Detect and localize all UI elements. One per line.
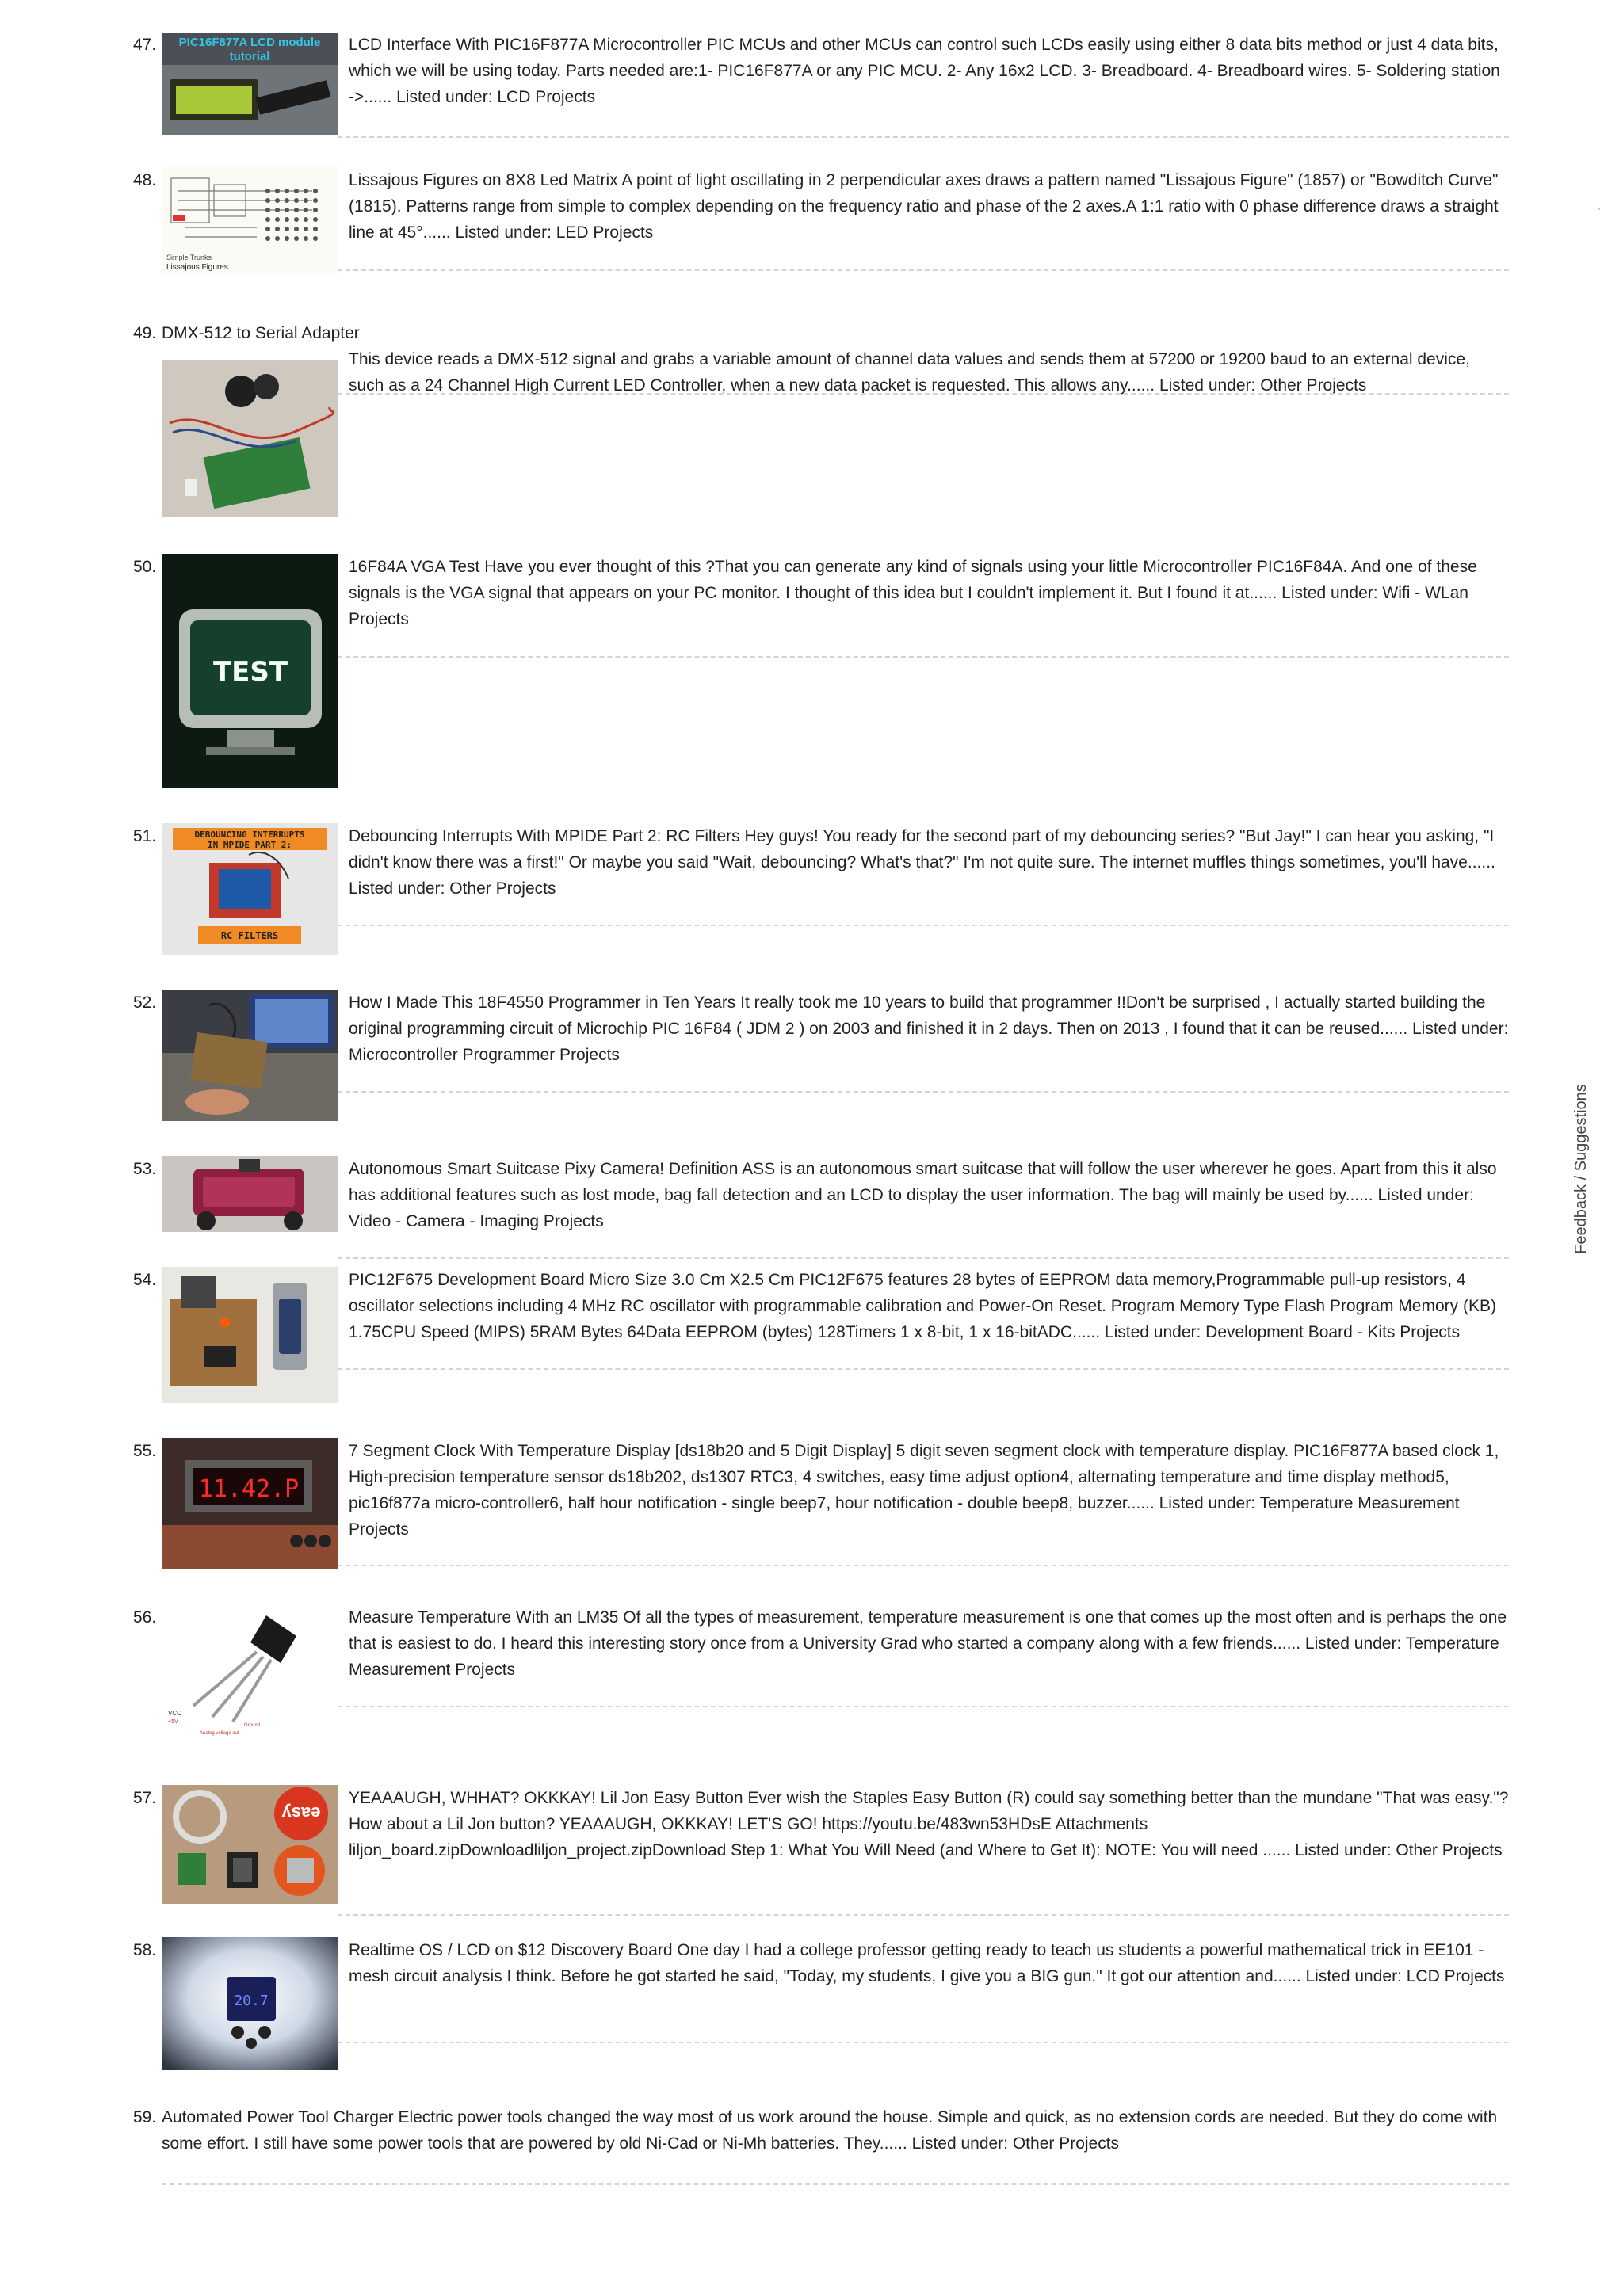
category-link[interactable]: Listed under: Wifi - WLan Projects xyxy=(349,584,1468,628)
thumb-caption: IN MPIDE PART 2: xyxy=(208,840,292,850)
thumb-caption: tutorial xyxy=(229,50,270,63)
thumb-caption: RC FILTERS xyxy=(220,930,279,941)
project-summary: 5 digit seven segment clock with temperature display. PIC16F877A based clock 1, High-precision temperature sensor ds18b202, ds1307 RTC3, 4 switches, easy time adjust option4, alternating temperature and time display method5, pic16f877a micro-controller6, half hour notification - single beep7, hour notification - double beep8, buzzer...... xyxy=(349,1442,1499,1512)
item-divider xyxy=(338,656,1509,658)
list-item xyxy=(0,320,1514,518)
list-item xyxy=(0,990,1514,1124)
project-summary: PIC MCUs and other MCUs can control such LCDs easily using either 8 data bits method or just 4 data bits, which we will be using today. Parts needed are:1- PIC16F877A or any PIC MCU. 2- Any 16x2 LCD. 3- Breadboard. 4- Breadboard wires. 5- Soldering station ->...... xyxy=(349,36,1500,106)
item-number: 54. xyxy=(133,1271,157,1289)
project-summary: Ever wish the Staples Easy Button (R) could say something better than the mundane "That was easy."? How about a Lil Jon button? YEAAAUGH, OKKKAY! LET'S GO! https://youtu.be/483wn53HDsE Attachments liljon_board.zipDownloadliljon_project.zipDownload Step 1: What You Will Need (and Where to Get It): NOTE: You will need ...... xyxy=(349,1789,1509,1859)
item-description xyxy=(349,1604,1510,1683)
item-description xyxy=(349,823,1510,902)
item-description xyxy=(349,167,1510,246)
project-summary: PIC12F675 features 28 bytes of EEPROM data memory,Programmable pull-up resistors, 4 oscillator selections including 4 MHz RC oscillator with programmable calibration and Power-On Reset. Program Memory Type Flash Program Memory (KB) 1.75CPU Speed (MIPS) 5RAM Bytes 64Data EEPROM (bytes) 128Timers 1 x 8-bit, 1 x 16-bitADC...... xyxy=(349,1271,1496,1341)
project-title-link[interactable]: 7 Segment Clock With Temperature Display [ds18b20 and 5 Digit Display] xyxy=(349,1442,892,1460)
thumb-caption: Simple Trunks xyxy=(166,254,212,261)
project-thumbnail[interactable] xyxy=(162,1785,338,1904)
list-item xyxy=(0,2104,1514,2215)
category-link[interactable]: Listed under: Development Board - Kits Projects xyxy=(1104,1323,1461,1341)
category-link[interactable]: Listed under: Microcontroller Programmer Projects xyxy=(349,1020,1509,1064)
category-link[interactable]: Listed under: Other Projects xyxy=(911,2134,1120,2153)
project-thumbnail[interactable] xyxy=(162,33,338,135)
item-number: 48. xyxy=(133,171,157,189)
item-description xyxy=(349,32,1510,110)
thumb-caption: Ground xyxy=(244,1723,261,1728)
category-link[interactable]: Listed under: Temperature Measurement Projects xyxy=(349,1494,1460,1539)
list-item xyxy=(0,32,1514,139)
project-thumbnail[interactable] xyxy=(162,1604,338,1744)
item-divider xyxy=(338,1565,1509,1566)
project-title-link[interactable]: Lissajous Figures on 8X8 Led Matrix xyxy=(349,171,618,189)
item-divider xyxy=(162,2183,1509,2185)
project-title-link[interactable]: 16F84A VGA Test xyxy=(349,558,480,576)
item-number: 58. xyxy=(133,1941,157,1959)
list-item xyxy=(0,1156,1514,1267)
thumb-caption: 11.42.P xyxy=(198,1475,300,1503)
project-summary: It really took me 10 years to build that programmer !!Don't be surprised , I actually started building the original programming circuit of Microchip PIC 16F84 ( JDM 2 ) on 2003 and finished it in 2 days. Then on 2013 , I found that it can be reused...... xyxy=(349,994,1486,1038)
category-link[interactable]: Listed under: Temperature Measurement Projects xyxy=(349,1634,1499,1679)
item-description xyxy=(349,346,1510,399)
project-title-link[interactable]: Measure Temperature With an LM35 xyxy=(349,1608,619,1627)
feedback-label: Feedback / Suggestions xyxy=(1571,1083,1590,1254)
item-divider xyxy=(338,1914,1509,1916)
thumb-caption: 20.7 xyxy=(234,1993,269,2009)
project-thumbnail[interactable] xyxy=(162,1438,338,1569)
project-title-link[interactable]: DMX-512 to Serial Adapter xyxy=(162,324,360,342)
thumb-caption: VCC xyxy=(168,1710,181,1717)
project-summary: Have you ever thought of this ?That you can generate any kind of signals using your little Microcontroller PIC16F84A. And one of these signals is the VGA signal that appears on your PC monitor. I thought of this idea but I couldn't implement it. But I found it at...... xyxy=(349,558,1477,602)
project-thumbnail[interactable] xyxy=(162,1156,338,1232)
category-link[interactable]: Listed under: LED Projects xyxy=(455,223,654,242)
item-number: 52. xyxy=(133,994,157,1012)
project-thumbnail[interactable] xyxy=(162,990,338,1121)
project-title-link[interactable]: Debouncing Interrupts With MPIDE Part 2: RC Filters xyxy=(349,827,740,845)
item-number: 51. xyxy=(133,827,157,845)
project-thumbnail[interactable] xyxy=(162,554,338,788)
category-link[interactable]: Listed under: Other Projects xyxy=(349,879,556,898)
project-title-link[interactable]: YEAAAUGH, WHHAT? OKKKAY! Lil Jon Easy Button xyxy=(349,1789,743,1807)
project-title-link[interactable]: Realtime OS / LCD on $12 Discovery Board xyxy=(349,1941,673,1959)
item-number: 57. xyxy=(133,1789,157,1807)
item-divider xyxy=(338,925,1509,926)
list-item xyxy=(0,554,1514,791)
project-summary: One day I had a college professor getting ready to teach us students a powerful mathematical trick in EE101 - mesh circuit analysis I think. Before he got started he said, "Today, my students, I give you a BIG gun." It got our attention and...... xyxy=(349,1941,1484,1985)
project-thumbnail[interactable] xyxy=(162,167,338,275)
project-title-link[interactable]: How I Made This 18F4550 Programmer in Ten Years xyxy=(349,994,736,1012)
item-description xyxy=(349,1156,1510,1234)
project-title-link[interactable]: PIC12F675 Development Board Micro Size 3.0 Cm X2.5 Cm xyxy=(349,1271,795,1289)
item-divider xyxy=(338,1368,1509,1370)
item-number: 59. xyxy=(133,2108,157,2126)
project-thumbnail[interactable] xyxy=(162,360,338,517)
item-divider xyxy=(338,1706,1509,1707)
item-divider xyxy=(338,1257,1509,1259)
thumb-caption: DEBOUNCING INTERRUPTS xyxy=(194,830,305,840)
item-divider xyxy=(338,269,1509,271)
project-summary: This device reads a DMX-512 signal and grabs a variable amount of channel data values and sends them at 57200 or 19200 baud to an external device, such as a 24 Channel High Current LED Controller, when a new data packet is requested. This allows any...... xyxy=(349,350,1470,395)
item-description xyxy=(349,990,1510,1068)
project-thumbnail[interactable] xyxy=(162,1267,338,1403)
category-link[interactable]: Listed under: LCD Projects xyxy=(1305,1967,1505,1985)
thumb-caption: PIC16F877A LCD module xyxy=(178,36,321,49)
thumb-caption: Lissajous Figures xyxy=(166,263,228,272)
page-dot xyxy=(1598,208,1600,210)
item-number: 50. xyxy=(133,558,157,576)
item-description xyxy=(349,1937,1510,1989)
project-thumbnail[interactable] xyxy=(162,1937,338,2070)
list-item xyxy=(0,167,1514,278)
project-thumbnail[interactable] xyxy=(162,823,338,955)
item-number: 56. xyxy=(133,1608,157,1627)
item-number: 47. xyxy=(133,36,157,54)
thumb-caption: Analog voltage out xyxy=(200,1731,239,1736)
list-item xyxy=(0,1604,1514,1747)
project-summary: Of all the types of measurement, temperature measurement is one that comes up the most often and is perhaps the one that is easiest to do. I heard this interesting story once from a University Grad who started a company along with a few friends...... xyxy=(349,1608,1507,1653)
item-description xyxy=(162,320,1509,346)
item-description xyxy=(349,1267,1510,1345)
feedback-tab[interactable] xyxy=(1568,1077,1594,1260)
item-number: 55. xyxy=(133,1442,157,1460)
list-item xyxy=(0,1438,1514,1573)
item-description xyxy=(349,554,1510,632)
project-summary: Definition ASS is an autonomous smart suitcase that will follow the user wherever he goes. Apart from this it also has additional features such as lost mode, bag fall detection and an LCD to display the user information. The bag will mainly be used by...... xyxy=(349,1160,1497,1204)
category-link[interactable]: Listed under: Other Projects xyxy=(1159,376,1367,395)
item-divider xyxy=(338,136,1509,138)
list-item xyxy=(0,823,1514,958)
item-description xyxy=(349,1785,1510,1863)
category-link[interactable]: Listed under: Video - Camera - Imaging Projects xyxy=(349,1186,1474,1230)
item-divider xyxy=(338,2042,1509,2043)
item-divider xyxy=(338,393,1509,395)
project-summary: A point of light oscillating in 2 perpendicular axes draws a pattern named "Lissajous Figure" (1857) or "Bowditch Curve" (1815). Patterns range from simple to complex depending on the frequency ratio and phase of the 2 axes.A 1:1 ratio with 0 phase difference draws a straight line at 45°...... xyxy=(349,171,1499,242)
project-title-link[interactable]: LCD Interface With PIC16F877A Microcontroller xyxy=(349,36,702,54)
project-title-link[interactable]: Autonomous Smart Suitcase Pixy Camera! xyxy=(349,1160,664,1178)
item-number: 49. xyxy=(133,324,157,342)
list-item xyxy=(0,1785,1514,1920)
item-number: 53. xyxy=(133,1160,157,1178)
project-summary: Hey guys! You ready for the second part of my debouncing series? "But Jay!" I can hear you asking, "I didn't know there was a first!" Or maybe you said "Wait, debouncing? What's that?" I'm not quite sure. The internet muffles things sometimes, you'll have...... xyxy=(349,827,1495,871)
category-link[interactable]: Listed under: Other Projects xyxy=(1295,1841,1503,1859)
thumb-caption: easy xyxy=(281,1803,321,1823)
project-title-link[interactable]: Automated Power Tool Charger xyxy=(162,2108,394,2126)
item-description xyxy=(162,2104,1509,2157)
thumb-caption: +5V xyxy=(168,1719,178,1725)
item-divider xyxy=(338,1091,1509,1093)
list-item xyxy=(0,1937,1514,2080)
list-item xyxy=(0,1267,1514,1409)
category-link[interactable]: Listed under: LCD Projects xyxy=(396,88,596,106)
item-description xyxy=(349,1438,1510,1543)
project-summary: Electric power tools changed the way most of us work around the house. Simple and quick, as no extension cords are needed. But they do come with some effort. I still have some power tools that are powered by old Ni-Cad or Ni-Mh batteries. They...... xyxy=(162,2108,1498,2153)
thumb-caption: TEST xyxy=(212,656,288,688)
